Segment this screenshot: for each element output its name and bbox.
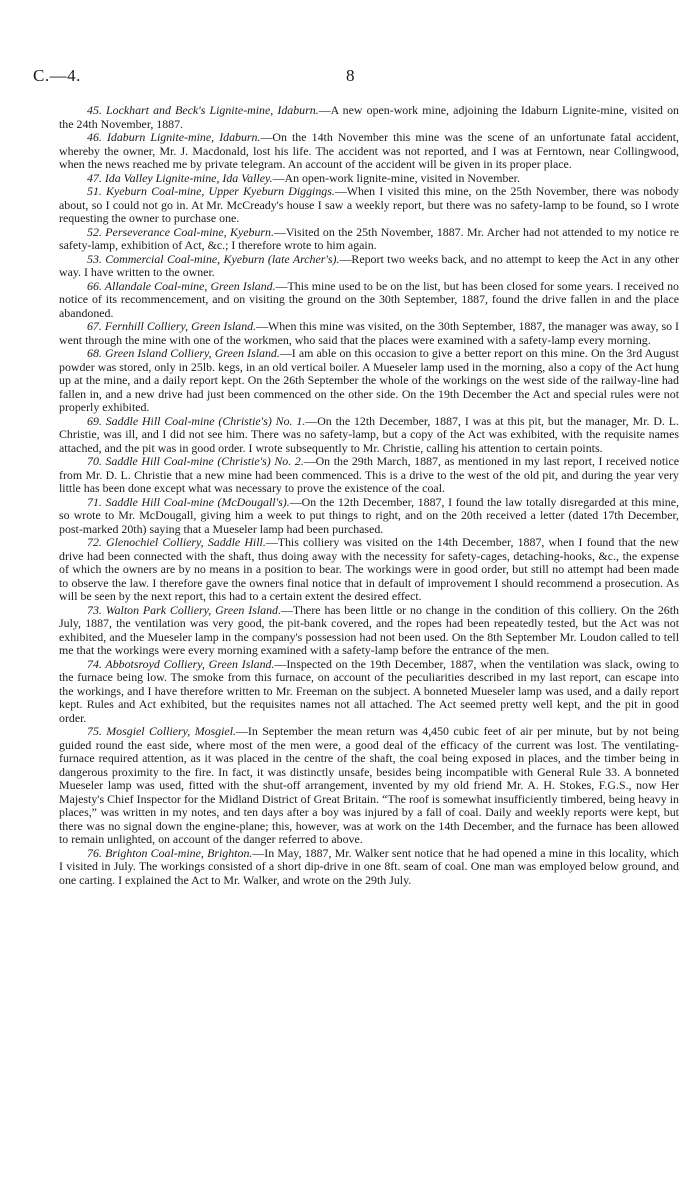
mine-title: 66. Allandale Coal-mine, Green Island. [87,278,276,293]
mine-title: 71. Saddle Hill Coal-mine (McDougall's). [87,494,290,509]
mine-title: 45. Lockhart and Beck's Lignite-mine, Idaburn. [87,103,319,117]
mine-report-paragraph [59,604,679,658]
page-number: 8 [346,66,355,85]
mine-report-paragraph [59,253,679,280]
mine-title: 47. Ida Valley Lignite-mine, Ida Valley. [87,170,273,185]
mine-report-paragraph [59,658,679,726]
mine-report-paragraph [59,496,679,537]
mine-report-paragraph [59,185,679,226]
mine-report-text: —When this mine was visited, on the 30th September, 1887, the manager was away, so I went through the mine with one of the workmen, who said that the places were examined with a safety-lamp every morning. [59,319,679,347]
mine-title: 72. Glenochiel Colliery, Saddle Hill. [87,535,266,549]
mine-report-paragraph [59,347,679,415]
mine-title: 67. Fernhill Colliery, Green Island. [87,319,257,333]
mine-report-text: —When I visited this mine, on the 25th November, there was nobody about, so I could not go in. At Mr. McCready's house I saw a weekly report, but there was no safety-lamp to be found, so I wrote requesting the owner to purchase one. [59,184,679,225]
mine-title: 46. Idaburn Lignite-mine, Idaburn. [87,130,261,144]
mine-report-text: —On the 12th December, 1887, I found the law totally disregarded at this mine, so wrote to Mr. McDougall, giving him a week to put things to right, and on the 20th received a letter (dated 17th December, post-marked 20th) saying that a Mueseler lamp had been purchased. [59,494,679,536]
mine-report-text: —On the 29th March, 1887, as mentioned in my last report, I received notice from Mr. D. L. Christie that a new mine had been commenced. This is a drive to the west of the old pit, and during the year very little has been done except what was necessary to prove the existence of the coal. [59,454,679,495]
mine-report-paragraph [59,280,679,321]
mine-report-paragraph [59,725,679,847]
mine-report-text: —In September the mean return was 4,450 cubic feet of air per minute, but by not being guided round the east side, where most of the men were, a good deal of the efficacy of the current was lost. The ventilating-furnace required attention, as it was placed in the centre of the shaft, the coal being exposed in places, and the timber being in dangerous proximity to the fire. In fact, it was distinctly unsafe, besides being incompatible with General Rule 33. A bonneted Mueseler lamp was used, fitted with the shut-off arrangement, invented by my old friend Mr. A. H. Stokes, F.G.S., now Her Majesty's Chief Inspector for the Midland District of Great Britain. “The roof is somewhat insufficiently timbered, being heavy in places,” was written in my notes, and ten days after a boy was injured by a fall of coal. Daily and weekly reports were kept, but there was no signal down the engine-plane; this, however, was at work on the 14th December, and the furnace has been allowed to remain unlighted, on account of the danger referred to above. [59,724,680,846]
mine-report-paragraph [59,131,679,172]
mine-report-paragraph [59,415,679,456]
mine-report-text: —On the 12th December, 1887, I was at this pit, but the manager, Mr. D. L. Christie, was ill, and I did not see him. There was no safety-lamp, but a copy of the Act was exhibited, with the requisite names attached, and the pit was in good order. I wrote subsequently to Mr. Christie, calling his attention to certain points. [59,413,680,455]
mine-report-text: —In May, 1887, Mr. Walker sent notice that he had opened a mine in this locality, which I visited in July. The workings consisted of a short dip-drive in one 8ft. seam of coal. One man was employed below ground, and one carting. I explained the Act to Mr. Walker, and wrote on the 29th July. [59,845,679,887]
mine-report-paragraph [59,226,679,253]
mine-title: 69. Saddle Hill Coal-mine (Christie's) No. 1. [87,413,306,428]
mine-report-text: —On the 14th November this mine was the scene of an unfortunate fatal accident, whereby the owner, Mr. J. Macdonald, lost his life. The accident was not reported, and I was at Ferntown, near Collingwood, when the news reached me by private telegram. An account of the accident will be given in its proper place. [59,130,679,171]
mine-title: 52. Perseverance Coal-mine, Kyeburn. [87,224,274,239]
document-reference: C.—4. [33,66,81,85]
mine-report-paragraph [59,847,679,888]
mine-report-text: —An open-work lignite-mine, visited in November. [272,170,520,185]
mine-report-text: —I am able on this occasion to give a better report on this mine. On the 3rd August powder was stored, only in 25lb. kegs, in an old vertical boiler. A Mueseler lamp used in the morning, also a copy of the Act hung up at the mine, and a daily report kept. On the 26th September the whole of the workings on the west side of the railway-line had fallen in, and a new drive had just been commenced on the other side. On the 19th December the Act and special rules were not properly exhibited. [59,346,679,414]
mine-report-text: —Report two weeks back, and no attempt to keep the Act in any other way. I have written to the owner. [59,251,679,279]
mine-title: 53. Commercial Coal-mine, Kyeburn (late Archer's). [87,251,340,266]
mine-title: 75. Mosgiel Colliery, Mosgiel. [87,724,236,738]
mine-report-text: —Visited on the 25th November, 1887. Mr. Archer had not attended to my notice re safety-lamp, exhibition of Act, &c.; I therefore wrote to him again. [59,224,679,252]
mine-title: 73. Walton Park Colliery, Green Island. [87,602,281,617]
mine-report-paragraph [59,104,679,131]
mine-report-paragraph [59,455,679,496]
mine-title: 68. Green Island Colliery, Green Island. [87,346,280,360]
mine-title: 51. Kyeburn Coal-mine, Upper Kyeburn Diggings. [87,184,335,198]
mine-report-text: —This colliery was visited on the 14th December, 1887, when I found that the new drive had been connected with the shaft, thus doing away with the necessity for safety-cages, detaching-hooks, &c., the expense of which the owners are by no means in a position to bear. The workings were in good order, but still no attempt had been made to observe the law. I therefore gave the owners final notice that in default of improvement I should recommend a prosecution. As will be seen by the next report, this had to a certain extent the desired effect. [59,535,679,603]
report-body [59,104,679,887]
mine-title: 74. Abbotsroyd Colliery, Green Island. [87,656,275,671]
mine-report-paragraph [59,320,679,347]
mine-title: 76. Brighton Coal-mine, Brighton. [87,845,253,860]
mine-title: 70. Saddle Hill Coal-mine (Christie's) No. 2. [87,454,304,468]
mine-report-text: —There has been little or no change in the condition of this colliery. On the 26th July, 1887, the ventilation was very good, the pit-bank covered, and the ropes had been repeatedly tested, but the Act was not exhibited, and the Mueseler lamp in the company's possession had not been used. On the 8th September Mr. Loudon called to tell me that the workings were every morning examined with a safety-lamp before the entrance of the men. [59,602,679,657]
mine-report-text: —This mine used to be on the list, but has been closed for some years. I received no notice of its recommencement, and on visiting the ground on the 30th September, 1887, found the drive fallen in and the place abandoned. [59,278,679,320]
mine-report-paragraph [59,536,679,604]
mine-report-text: —A new open-work mine, adjoining the Idaburn Lignite-mine, visited on the 24th November, 1887. [59,103,679,131]
mine-report-paragraph [59,172,679,186]
mine-report-text: —Inspected on the 19th December, 1887, when the ventilation was slack, owing to the furnace being low. The smoke from this furnace, on account of the peculiarities described in my last report, can escape into the workings, and I have therefore written to Mr. Freeman on the subject. A bonneted Mueseler lamp was used, and a daily report kept. Rules and Act exhibited, but the requisites names not all attached. The Act seemed pretty well kept, and the pit in good order. [59,656,679,725]
